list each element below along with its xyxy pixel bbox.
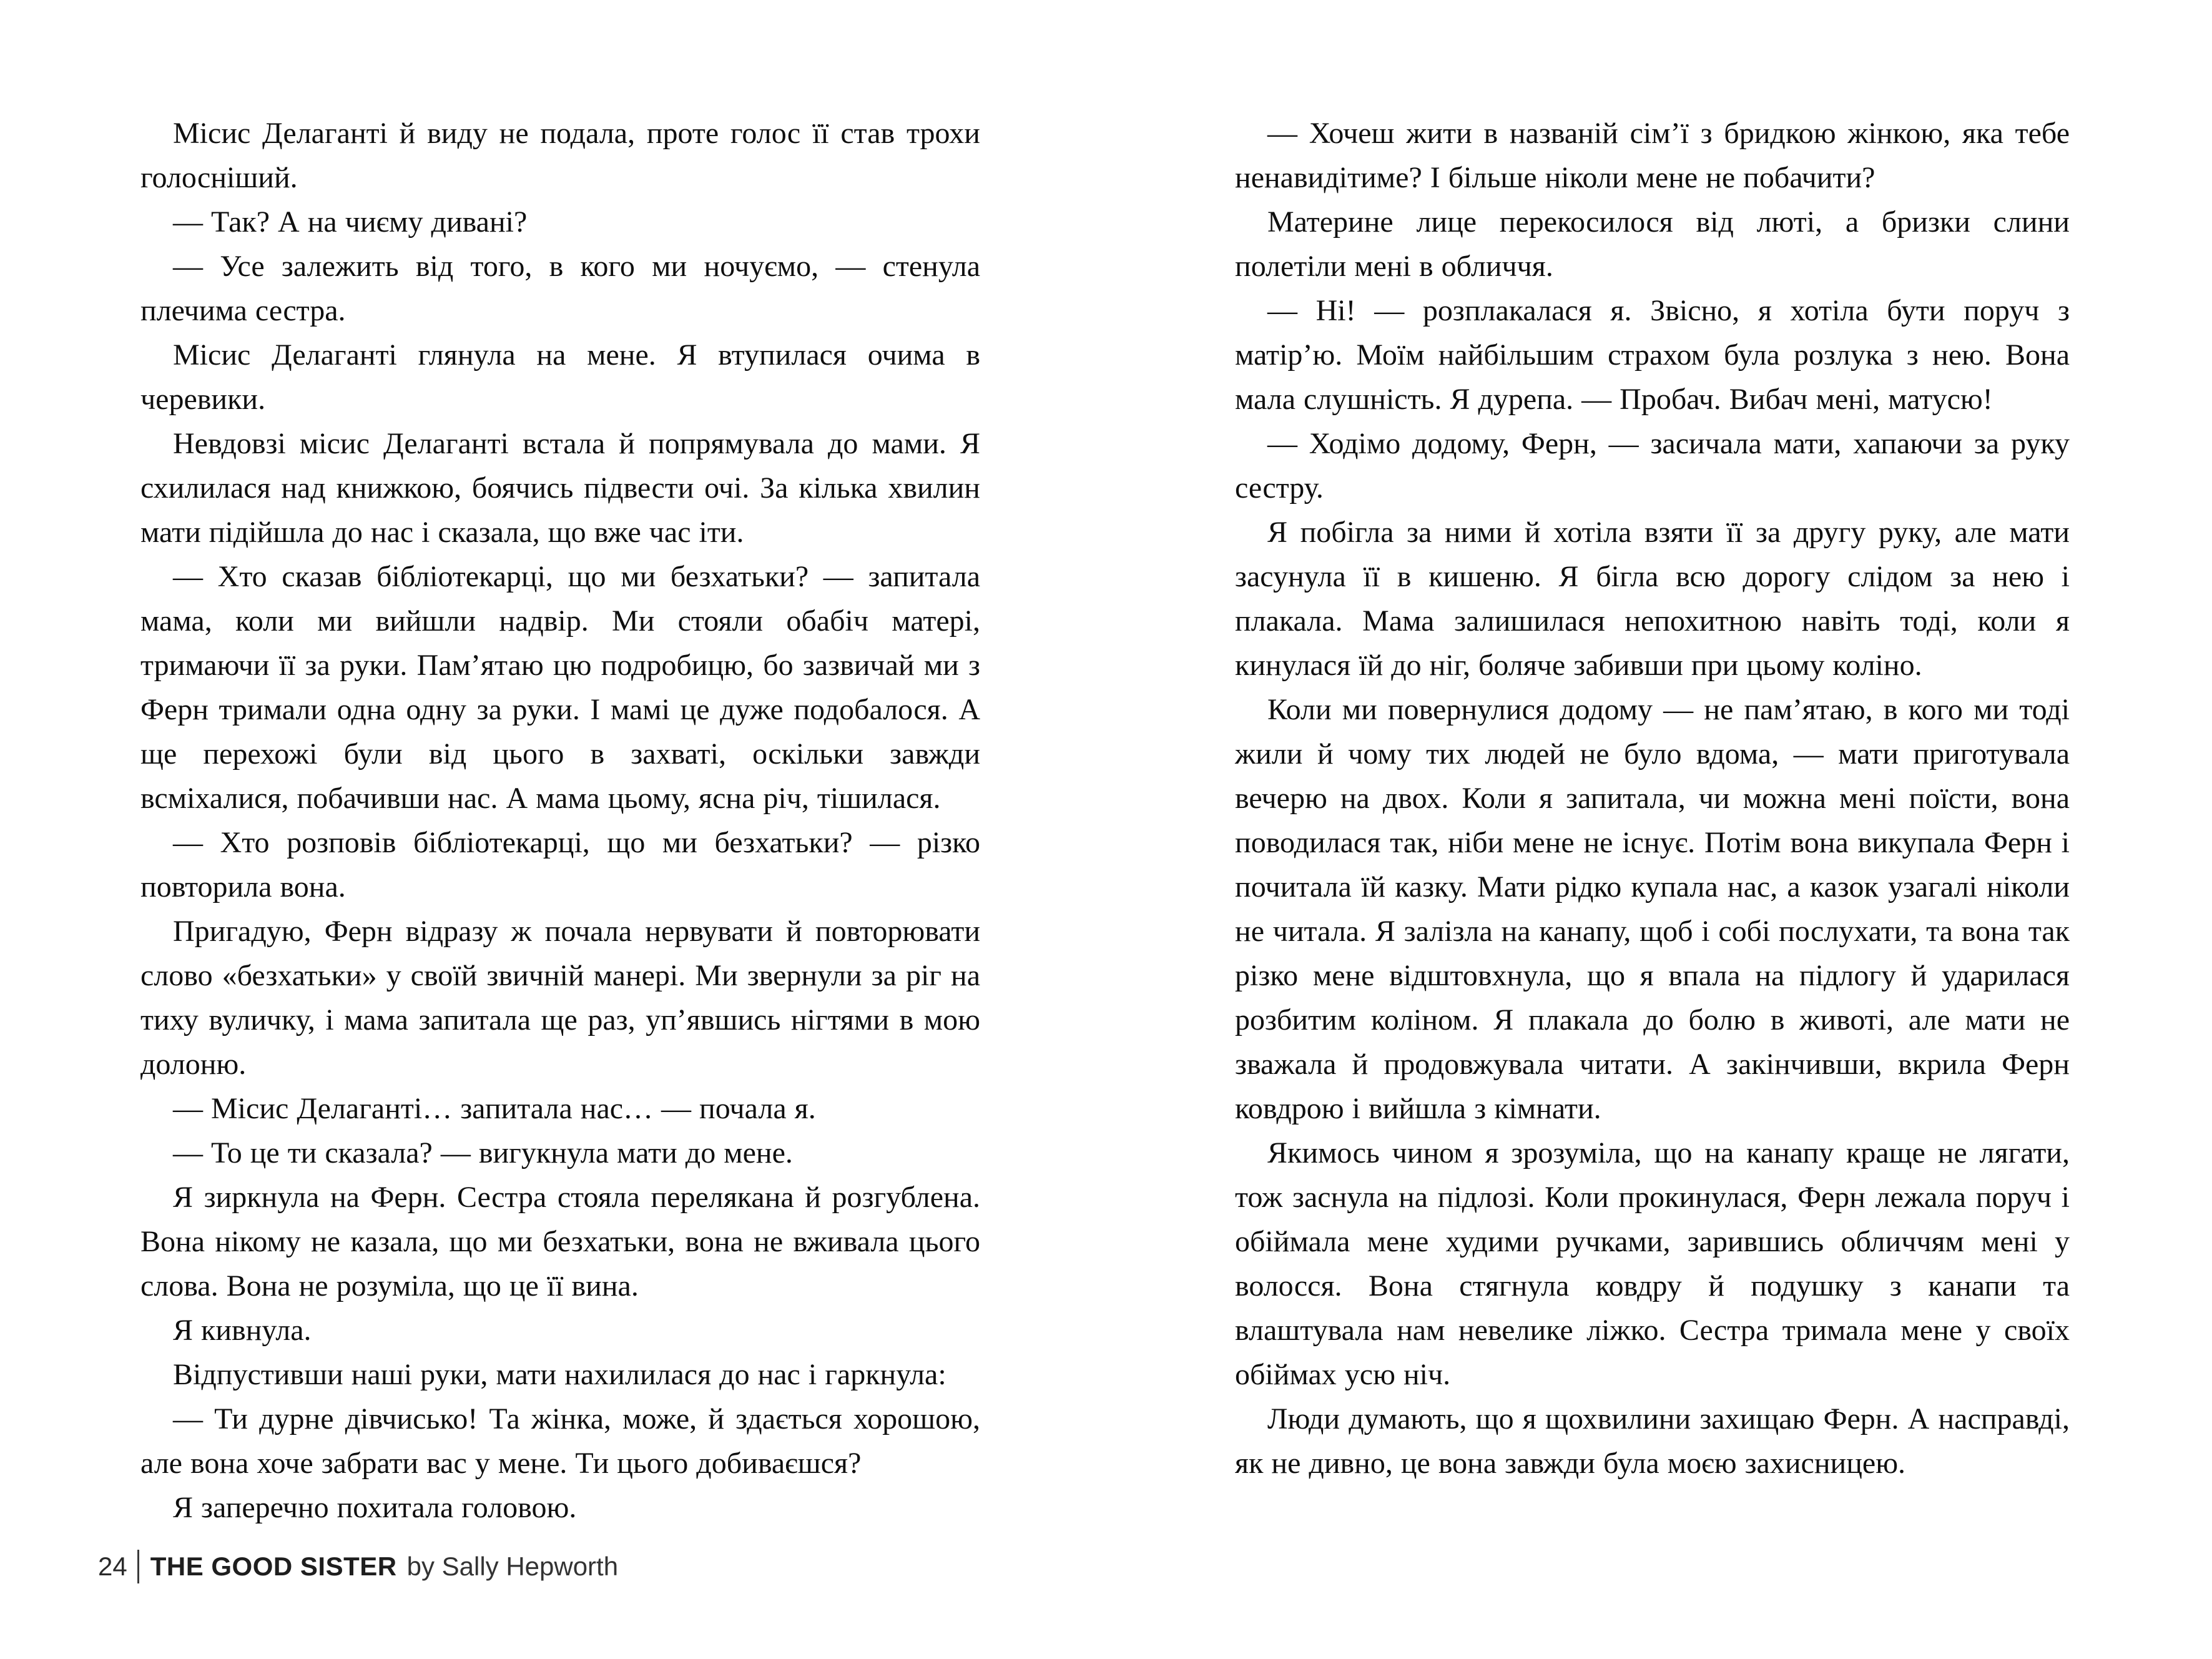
paragraph: Люди думають, що я щохвилини захищаю Ферн. А насправді, як не дивно, це вона завжди була моєю захисницею. <box>1235 1402 2070 1480</box>
paragraph: — Так? А на чиєму дивані? <box>173 205 528 239</box>
book-title: THE GOOD SISTER <box>150 1552 397 1581</box>
paragraph: — Усе залежить від того, в кого ми ночуємо, — стенула плечима сестра. <box>140 250 980 327</box>
book-byline: by Sally Hepworth <box>406 1552 619 1581</box>
paragraph: Місис Делаганті й виду не подала, проте голос її став трохи голосніший. <box>140 117 980 194</box>
paragraph: Місис Делаганті глянула на мене. Я втупилася очима в черевики. <box>140 338 980 416</box>
paragraph: Відпустивши наші руки, мати нахилилася до нас і гаркнула: <box>173 1358 946 1391</box>
paragraph: — Ти дурне дівчисько! Та жінка, може, й здається хорошою, але вона хоче забрати вас у мене. Ти цього добиваєшся? <box>140 1402 980 1480</box>
paragraph: Я зиркнула на Ферн. Сестра стояла перелякана й розгублена. Вона нікому не казала, що ми безхатьки, вона не вживала цього слова. Вона не розуміла, що це її вина. <box>140 1181 980 1302</box>
right-page-text <box>1235 111 2070 1485</box>
paragraph: Я побігла за ними й хотіла взяти її за другу руку, але мати засунула її в кишеню. Я бігла всю дорогу слідом за нею і плакала. Мама залишилася непохитною навіть тоді, коли я кинулася їй до ніг, боляче забивши при цьому коліно. <box>1235 516 2070 682</box>
paragraph: — Хто сказав бібліотекарці, що ми безхатьки? — запитала мама, коли ми вийшли надвір. Ми стояли обабіч матері, тримаючи її за руки. Пам’ятаю цю подробицю, бо зазвичай ми з Ферн тримали одна одну за руки. І мамі це дуже подобалося. А ще перехожі були від цього в захваті, оскільки завжди всміхалися, побачивши нас. А мама цьому, ясна річ, тішилася. <box>140 560 980 815</box>
paragraph: Я кивнула. <box>173 1314 312 1347</box>
paragraph: Якимось чином я зрозуміла, що на канапу краще не лягати, тож заснула на підлозі. Коли прокинулася, Ферн лежала поруч і обіймала мене худими ручками, зарившись обличчям мені у волосся. Вона стягнула ковдру й подушку з канапи та влаштувала нам невелике ліжко. Сестра тримала мене у своїх обіймах усю ніч. <box>1235 1136 2070 1391</box>
paragraph: Я заперечно похитала головою. <box>173 1491 577 1524</box>
paragraph: Материне лице перекосилося від люті, а бризки слини полетіли мені в обличчя. <box>1235 205 2070 283</box>
footer-separator <box>137 1550 139 1583</box>
paragraph: — Ходімо додому, Ферн, — засичала мати, хапаючи за руку сестру. <box>1235 427 2070 505</box>
paragraph: Коли ми повернулися додому — не пам’ятаю, в кого ми тоді жили й чому тих людей не було вдома, — мати приготувала вечерю на двох. Коли я запитала, чи можна мені поїсти, вона поводилася так, ніби мене не існує. Потім вона викупала Ферн і почитала їй казку. Мати рідко купала нас, а казок узагалі ніколи не читала. Я залізла на канапу, щоб і собі послухати, та вона так різко мене відштовхнула, що я впала на підлогу й ударилася розбитим коліном. Я плакала до болю в животі, але мати не зважала й продовжувала читати. А закінчивши, вкрила Ферн ковдрою і вийшла з кімнати. <box>1235 693 2070 1125</box>
paragraph: Невдовзі місис Делаганті встала й попрямувала до мами. Я схилилася над книжкою, боячись підвести очі. За кілька хвилин мати підійшла до нас і сказала, що вже час іти. <box>140 427 980 549</box>
paragraph: Пригадую, Ферн відразу ж почала нервувати й повторювати слово «безхатьки» у своїй звичній манері. Ми звернули за ріг на тиху вуличку, і мама запитала ще раз, уп’явшись нігтями в мою долоню. <box>140 915 980 1081</box>
left-page-text <box>140 111 980 1530</box>
paragraph: — То це ти сказала? — вигукнула мати до мене. <box>173 1136 793 1169</box>
paragraph: — Хочеш жити в названій сім’ї з бридкою жінкою, яка тебе ненавидітиме? І більше ніколи мене не побачити? <box>1235 117 2070 194</box>
paragraph: — Ні! — розплакалася я. Звісно, я хотіла бути поруч з матір’ю. Моїм найбільшим страхом була розлука з нею. Вона мала слушність. Я дурепа. — Пробач. Вибач мені, матусю! <box>1235 294 2070 416</box>
paragraph: — Місис Делаганті… запитала нас… — почала я. <box>173 1092 816 1125</box>
paragraph: — Хто розповів бібліотекарці, що ми безхатьки? — різко повторила вона. <box>140 826 980 903</box>
page-footer <box>98 1550 618 1583</box>
page-number: 24 <box>98 1552 127 1581</box>
